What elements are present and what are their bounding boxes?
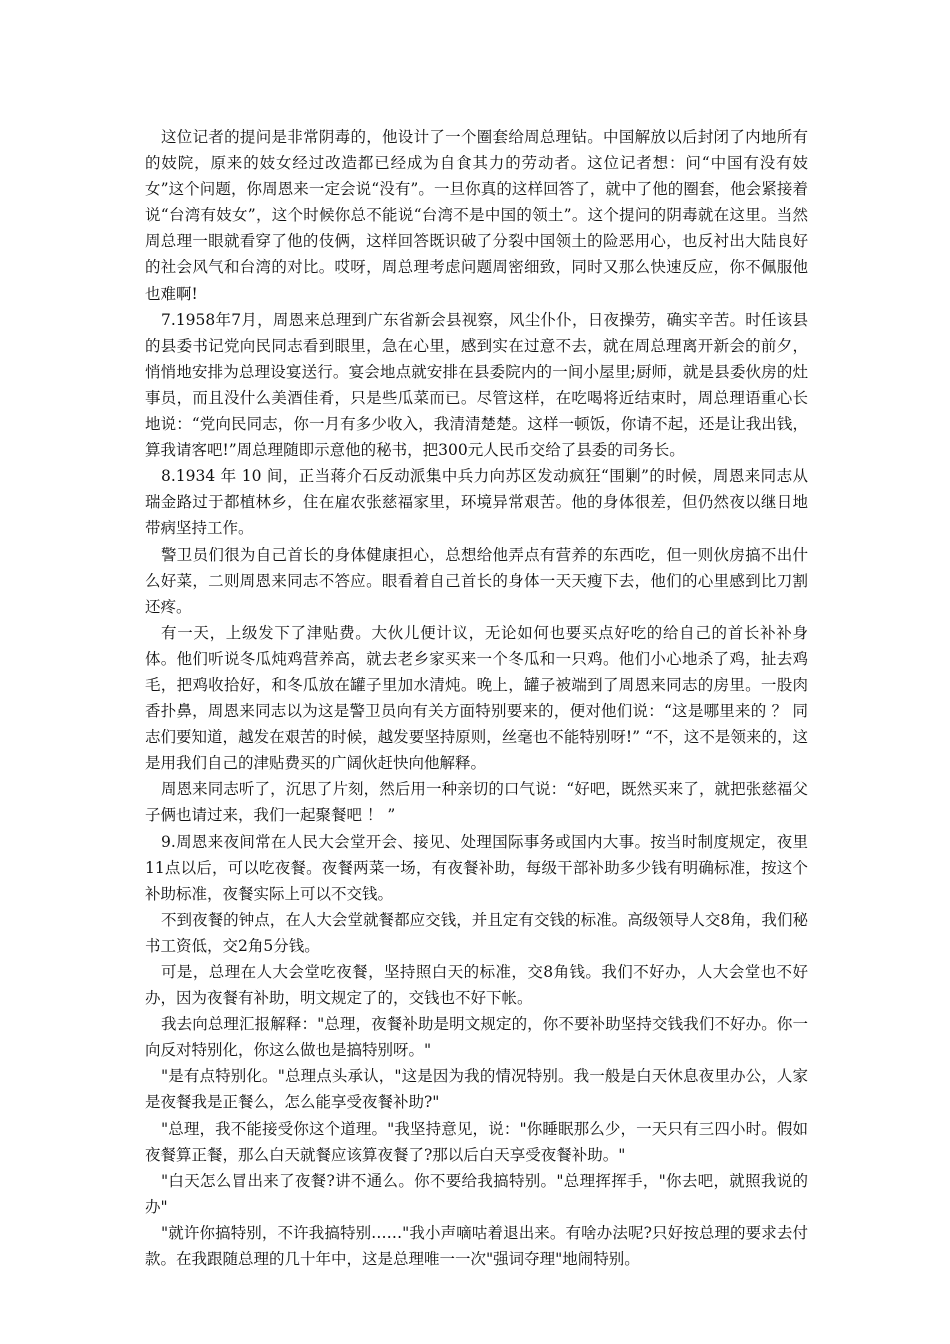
paragraph-item-9: 9.周恩来夜间常在人民大会堂开会、接见、处理国际事务或国内大事。按当时制度规定，夜里11点以后，可以吃夜餐。夜餐两菜一场，有夜餐补助，每级干部补助多少钱有明确标准，按这个补助标准，夜餐实际上可以不交钱。 xyxy=(145,832,808,903)
paragraph-item-8: 8.1934 年 10 间，正当蒋介石反动派集中兵力向苏区发动疯狂“围剿”的时候，周恩来同志从瑞金路过于都植林乡，住在雇农张慈福家里，环境异常艰苦。他的身体很差，但仍然夜以继日地带病坚持工作。 xyxy=(145,467,808,538)
paragraph-guards-worry: 警卫员们很为自己首长的身体健康担心，总想给他弄点有营养的东西吃，但一则伙房搞不出什么好菜，二则周恩来同志不答应。眼看着自己首长的身体一天天瘦下去，他们的心里感到比刀割还疼。 xyxy=(145,545,808,616)
paragraph-winter-melon-chicken: 有一天，上级发下了津贴费。大伙儿便计议，无论如何也要买点好吃的给自己的首长补补身体。他们听说冬瓜炖鸡营养高，就去老乡家买来一个冬瓜和一只鸡。他们小心地杀了鸡，扯去鸡毛，把鸡收拾好，和冬瓜放在罐子里加水清炖。晚上，罐子被端到了周恩来同志的房里。一股肉香扑鼻，周恩来同志以为这是警卫员向有关方面特别要来的，便对他们说：“这是哪里来的 ？ 同志们要知道，越发在艰苦的时候，越发要坚持原则，丝毫也不能特别呀!” “不，这不是领来的，这是用我们自己的津贴费买的广阔伙赶快向他解释。 xyxy=(145,623,808,773)
paragraph-meal-fee-standard: 不到夜餐的钟点，在人大会堂就餐都应交钱，并且定有交钱的标准。高级领导人交8角，我们秘书工资低，交2角5分钱。 xyxy=(145,910,808,955)
paragraph-shared-meal: 周恩来同志听了，沉思了片刻，然后用一种亲切的口气说：“好吧，既然买来了，就把张慈福父子俩也请过来，我们一起聚餐吧 ！ ” xyxy=(145,780,808,825)
paragraph-item-7: 7.1958年7月，周恩来总理到广东省新会县视察，风尘仆仆，日夜操劳，确实辛苦。时任该县的县委书记党向民同志看到眼里，急在心里，感到实在过意不去，就在周总理离开新会的前夕，悄悄地安排为总理设宴送行。宴会地点就安排在县委院内的一间小屋里;厨师，就是县委伙房的灶事员，而且没什么美酒佳肴，只是些瓜菜而已。尽管这样，在吃喝将近结束时，周总理语重心长地说：“党向民同志，你一月有多少收入，我清清楚楚。这样一顿饭，你请不起，还是让我出钱，算我请客吧!”周总理随即示意他的秘书，把300元人民币交给了县委的司务长。 xyxy=(145,310,808,460)
paragraph-premier-pays: 可是，总理在人大会堂吃夜餐，坚持照白天的标准，交8角钱。我们不好办，人大会堂也不好办，因为夜餐有补助，明文规定了的，交钱也不好下帐。 xyxy=(145,963,808,1008)
paragraph-secretary-argues: "总理，我不能接受你这个道理。"我坚持意见，说："你睡眠那么少，一天只有三四小时。假如夜餐算正餐，那么白天就餐应该算夜餐了?那以后白天享受夜餐补助。" xyxy=(145,1119,808,1164)
paragraph-premier-reply-1: "是有点特别化。"总理点头承认，"这是因为我的情况特别。我一般是白天休息夜里办公，人家是夜餐我是正餐么，怎么能享受夜餐补助?" xyxy=(145,1067,808,1112)
document-body xyxy=(145,124,808,1272)
paragraph-secretary-explains: 我去向总理汇报解释："总理，夜餐补助是明文规定的，你不要补助坚持交钱我们不好办。你一向反对特别化，你这么做也是搞特别呀。" xyxy=(145,1015,808,1060)
paragraph-conclusion: "就许你搞特别，不许我搞特别……"我小声嘀咕着退出来。有啥办法呢?只好按总理的要求去付款。在我跟随总理的几十年中，这是总理唯一一次"强词夺理"地闹特别。 xyxy=(145,1223,808,1269)
paragraph-reporter-trap: 这位记者的提问是非常阴毒的，他设计了一个圈套给周总理钻。中国解放以后封闭了内地所有的妓院，原来的妓女经过改造都已经成为自食其力的劳动者。这位记者想：问“中国有没有妓女”这个问题，你周恩来一定会说“没有”。一旦你真的这样回答了，就中了他的圈套，他会紧接着说“台湾有妓女”，这个时候你总不能说“台湾不是中国的领土”。这个提问的阴毒就在这里。当然周总理一眼就看穿了他的伎俩，这样回答既识破了分裂中国领土的险恶用心，也反衬出大陆良好的社会风气和台湾的对比。哎呀，周总理考虑问题周密细致，同时又那么快速反应，你不佩服他也难啊! xyxy=(145,128,808,303)
paragraph-premier-reply-2: "白天怎么冒出来了夜餐?讲不通么。你不要给我搞特别。"总理挥挥手，"你去吧，就照我说的办" xyxy=(145,1171,808,1216)
